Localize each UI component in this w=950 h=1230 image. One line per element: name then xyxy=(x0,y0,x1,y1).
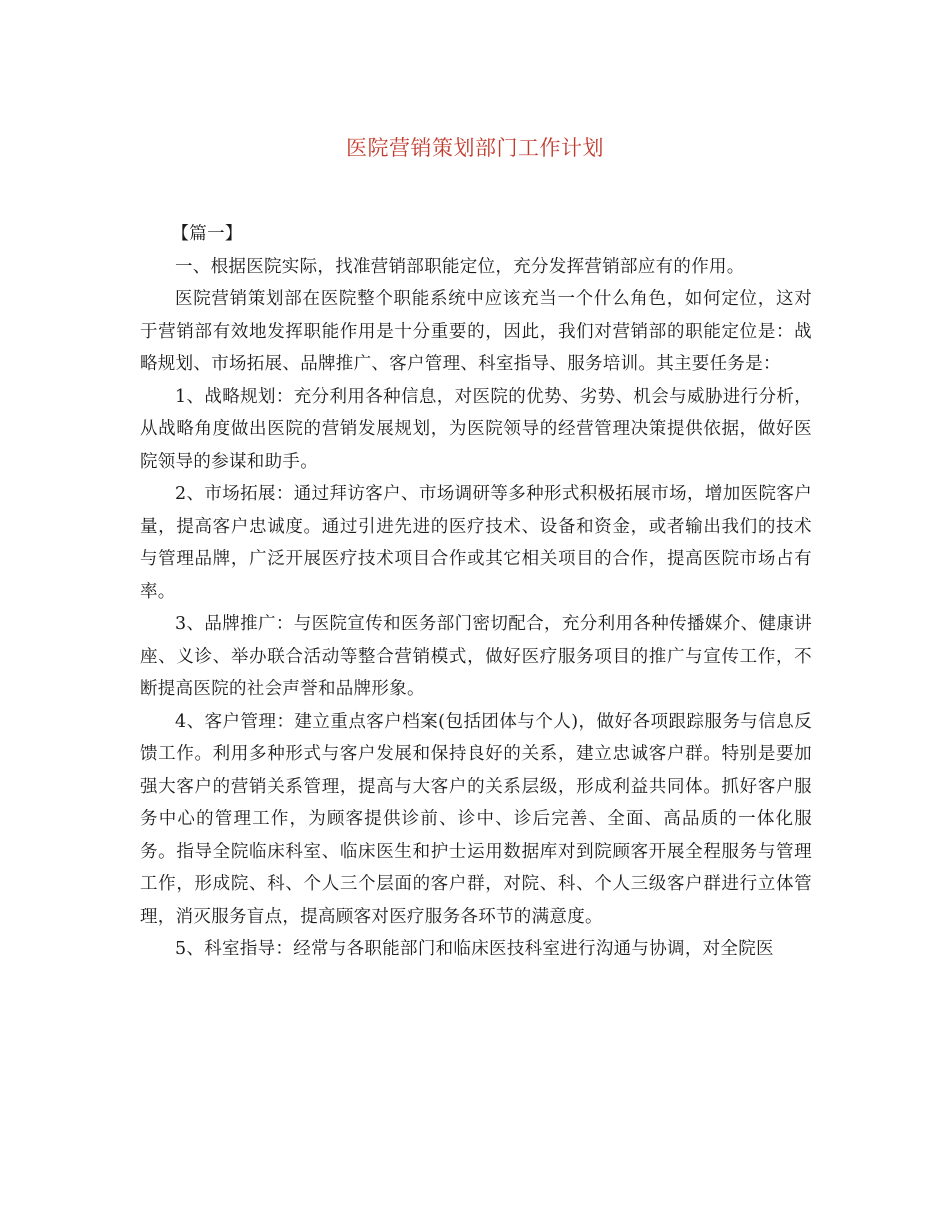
paragraph-role-intro: 医院营销策划部在医院整个职能系统中应该充当一个什么角色，如何定位，这对于营销部有效地发挥职能作用是十分重要的，因此，我们对营销部的职能定位是：战略规划、市场拓展、品牌推广、客户管理、科室指导、服务培训。其主要任务是： xyxy=(140,289,812,374)
document-title: 医院营销策划部门工作计划 xyxy=(346,136,604,160)
paragraph-market-expansion: 2、市场拓展：通过拜访客户、市场调研等多种形式积极拓展市场，增加医院客户量，提高客户忠诚度。通过引进先进的医疗技术、设备和资金，或者输出我们的技术与管理品牌，广泛开展医疗技术项目合作或其它相关项目的合作，提高医院市场占有率。 xyxy=(140,484,812,602)
paragraph-brand-promotion: 3、品牌推广：与医院宣传和医务部门密切配合，充分利用各种传播媒介、健康讲座、义诊、举办联合活动等整合营销模式，做好医疗服务项目的推广与宣传工作，不断提高医院的社会声誉和品牌形象。 xyxy=(140,614,812,699)
paragraph-customer-management: 4、客户管理：建立重点客户档案(包括团体与个人)，做好各项跟踪服务与信息反馈工作。利用多种形式与客户发展和保持良好的关系，建立忠诚客户群。特别是要加强大客户的营销关系管理，提高与大客户的关系层级，形成利益共同体。抓好客户服务中心的管理工作，为顾客提供诊前、诊中、诊后完善、全面、高品质的一体化服务。指导全院临床科室、临床医生和护士运用数据库对到院顾客开展全程服务与管理工作，形成院、科、个人三个层面的客户群，对院、科、个人三级客户群进行立体管理，消灭服务盲点，提高顾客对医疗服务各环节的满意度。 xyxy=(140,711,812,927)
paragraph-strategy-planning: 1、战略规划：充分利用各种信息，对医院的优势、劣势、机会与威胁进行分析，从战略角度做出医院的营销发展规划，为医院领导的经营管理决策提供依据，做好医院领导的参谋和助手。 xyxy=(140,386,812,472)
section-label: 【篇一】 xyxy=(171,224,243,244)
document-body xyxy=(140,218,812,966)
paragraph-heading-1: 一、根据医院实际，找准营销部职能定位，充分发挥营销部应有的作用。 xyxy=(175,256,745,277)
paragraph-department-guidance: 5、科室指导：经常与各职能部门和临床医技科室进行沟通与协调，对全院医 xyxy=(175,939,774,959)
